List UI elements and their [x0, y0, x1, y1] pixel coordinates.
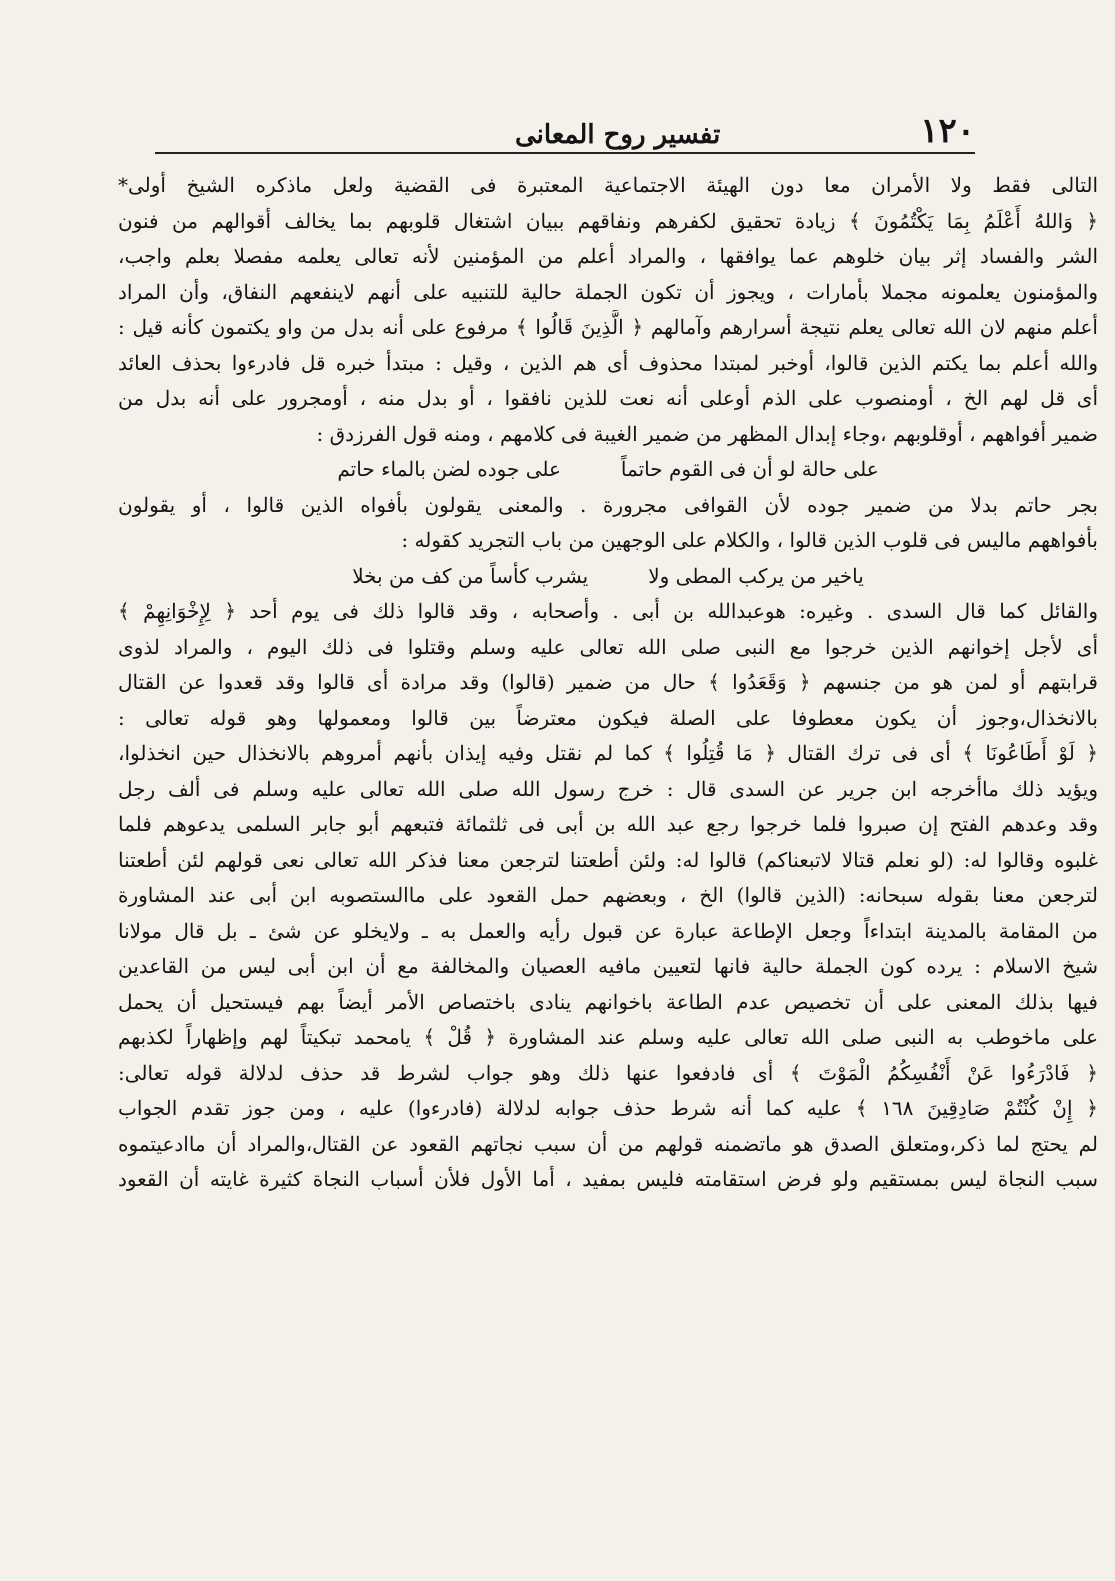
verse-hemistich-left: يشرب كأساً من كف من بخلا: [352, 563, 589, 588]
text-line: والقائل كما قال السدى . وغيره: هوعبدالله بن أبى . وأصحابه ، وقد قالوا ذلك فى يوم أحد ﴿ لِإِخْوَانِهِمْ ﴾: [118, 599, 1098, 623]
running-title: تفسير روح المعانى: [515, 120, 721, 150]
text-line: لترجعن معنا بقوله سبحانه: (الذين قالوا) الخ ، وبعضهم حمل القعود على ماالستصوبه ابن أبى عند المشاورة: [118, 883, 1098, 907]
text-line: التالى فقط ولا الأمران معا دون الهيئة الاجتماعية المعتبرة فى القضية ولعل ماذكره الشيخ أولى*: [118, 173, 1098, 197]
text-line: أى قل لهم الخ ، أومنصوب على الذم أوعلى أنه نعت للذين نافقوا ، أو بدل منه ، أومجرور على أنه بدل من: [118, 386, 1098, 410]
text-line: ﴿ فَادْرَءُوا عَنْ أَنْفُسِكُمُ الْمَوْتَ ﴾ أى فادفعوا عنها ذلك وهو جواب لشرط قد حذف لدلالة قوله تعالى:: [118, 1060, 1098, 1085]
text-line: فيها بذلك المعنى على أن تخصيص عدم الطاعة باخوانهم ينادى باختصاص الأمر أيضاً بهم فيستحيل أن يحمل: [118, 989, 1098, 1014]
verse-hemistich-left: على جوده لضن بالماء حاتم: [337, 457, 561, 481]
text-line: غلبوه وقالوا له: (لو نعلم قتالا لاتبعناكم) قالوا له: ولئن أطعتنا لترجعن معنا فذكر الله تعالى نعى قولهم لئن أطعتنا: [118, 847, 1098, 872]
text-line: من المقامة بالمدينة ابتداءاً وجعل الإطاعة عبارة عن قبول رأيه والعمل به ـ ولايخلو عن شئ ـ بل قال مولانا: [118, 918, 1098, 943]
text-line: بجر حاتم بدلا من ضمير جوده لأن القوافى مجرورة . والمعنى يقولون بأفواه الذين قالوا ، أو يقولون: [118, 492, 1098, 517]
text-line: بأفواههم ماليس فى قلوب الذين قالوا ، والكلام على الوجهين من باب التجريد كقوله :: [401, 528, 1098, 552]
text-line: بالانخذال،وجوز أن يكون معطوفا على الصلة فيكون معترضاً بين قالوا ومعمولها وهو قوله تعالى :: [118, 705, 1098, 730]
verse-hemistich-right: على حالة لو أن فى القوم حاتماً: [620, 457, 879, 481]
text-line: ﴿ لَوْ أَطَاعُونَا ﴾ أى فى ترك القتال ﴿ مَا قُتِلُوا ﴾ كما لم نقتل وفيه إيذان بأنهم أمروهم بالانخذال حين انخذلوا،: [118, 741, 1098, 765]
text-line: الشر والفساد إثر بيان خلوهم عما يوافقها ، والمراد أعلم من المؤمنين لأنه تعالى يعلمه مفصلا بعلم واجب،: [118, 244, 1098, 268]
text-line: لم يحتج لما ذكر،ومتعلق الصدق هو ماتضمنه قولهم من أن سبب نجاتهم القعود عن القتال،والمراد أن ماادعيتموه: [118, 1131, 1098, 1156]
text-line: ضمير أفواههم ، أوقلوبهم ،وجاء إبدال المظهر من ضمير الغيبة فى كلامهم ، ومنه قول الفرزدق :: [316, 421, 1098, 446]
text-line: والله أعلم بما يكتم الذين قالوا، أوخبر لمبتدا محذوف أى هم الذين ، وقيل : مبتدأ خبره قل فادرءوا بحذف العائد: [118, 350, 1098, 375]
text-line: والمؤمنون يعلمونه مجملا بأمارات ، ويجوز أن تكون الجملة حالية للتنبيه على أنهم لاينفعهم النفاق، وأن المراد: [118, 279, 1098, 304]
poetry-verse: [118, 559, 1098, 595]
text-line: ويؤيد ذلك ماأخرجه ابن جرير عن السدى قال : خرج رسول الله صلى الله تعالى عليه وسلم فى ألف رجل: [118, 776, 1098, 801]
text-line: شيخ الاسلام : يرده كون الجملة حالية فانها لتعيين مافيه العصيان والمخالفة مع أن ابن أبى ليس من القاعدين: [118, 954, 1098, 978]
page-header: [155, 108, 975, 151]
text-line: ﴿ إِنْ كُنْتُمْ صَادِقِينَ ١٦٨ ﴾ عليه كما أنه شرط حذف جوابه لدلالة (فادرءوا) عليه ، ومن جوز تقدم الجواب: [118, 1096, 1098, 1120]
verse-hemistich-right: ياخير من يركب المطى ولا: [648, 563, 864, 588]
text-line: أعلم منهم لان الله تعالى يعلم نتيجة أسرارهم وآمالهم ﴿ الَّذِينَ قَالُوا ﴾ مرفوع على أنه بدل من واو يكتمون كأنه قيل :: [118, 315, 1098, 339]
page-body: [118, 168, 1098, 1198]
text-line: على ماخوطب به النبى صلى الله تعالى عليه وسلم عند المشاورة ﴿ قُلْ ﴾ يامحمد تبكيتاً لهم وإظهاراً لكذبهم: [118, 1025, 1098, 1049]
header-rule: [155, 152, 975, 154]
text-line: وقد وعدهم الفتح إن صبروا فلما خرجوا رجع عبد الله بن أبى فى ثلثمائة فتبعهم أبو جابر السلمى يدعوهم فلما: [118, 812, 1098, 836]
poetry-verse: [118, 452, 1098, 488]
text-line: قرابتهم أو لمن هو من جنسهم ﴿ وَقَعَدُوا ﴾ حال من ضمير (قالوا) وقد مرادة أى قالوا وقد قعدوا عن القتال: [118, 670, 1098, 694]
text-line: ﴿ وَاللهُ أَعْلَمُ بِمَا يَكْتُمُونَ ﴾ زيادة تحقيق لكفرهم ونفاقهم ببيان اشتغال قلوبهم بما يخالف أقوالهم من فنون: [118, 208, 1098, 233]
text-line: سبب النجاة ليس بمستقيم ولو فرض استقامته فليس بمفيد ، أما الأول فلأن أسباب النجاة كثيرة غايته أن القعود: [118, 1167, 1098, 1191]
page-number: ١٢٠: [920, 111, 975, 151]
text-line: أى لأجل إخوانهم الذين خرجوا مع النبى صلى الله تعالى عليه وسلم وقتلوا فى ذلك اليوم ، والمراد لذوى: [118, 634, 1098, 659]
